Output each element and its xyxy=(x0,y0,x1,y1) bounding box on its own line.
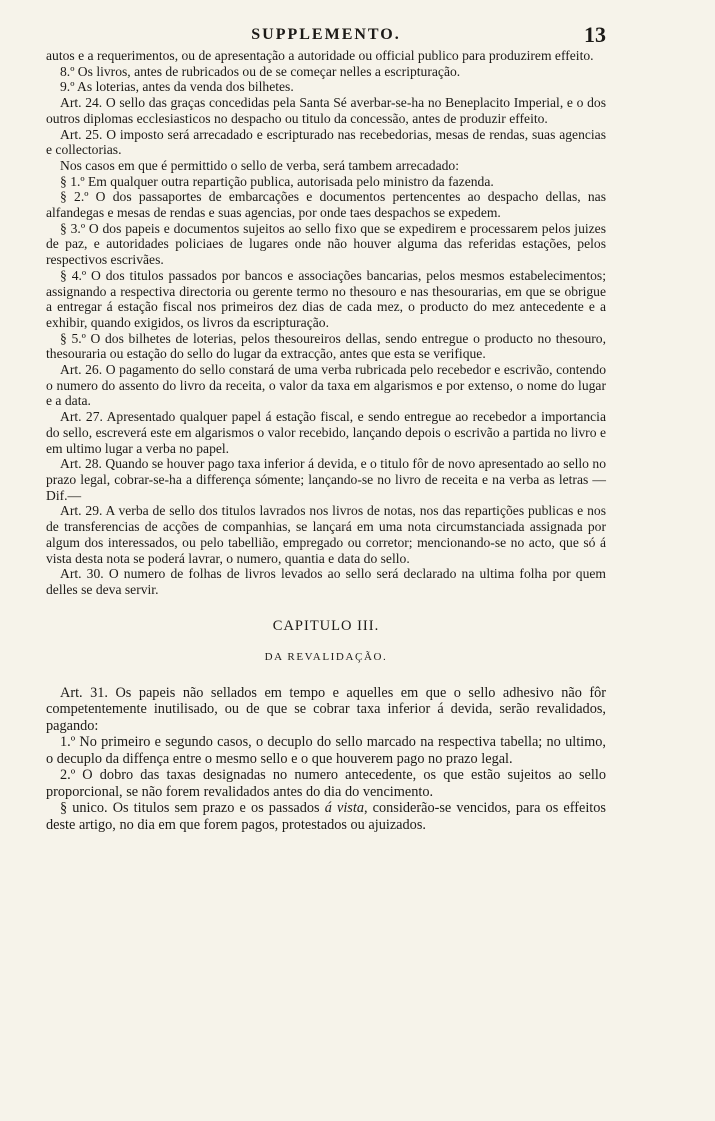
paragraph: § 4.º O dos titulos passados por bancos e associações bancarias, pelos mesmos estabelecimentos; assignando a respectiva directoria ou gerente termo no thesouro e nas thesourarias, em que se obrigue a entregar á estação fiscal nos primeiros dez dias de cada mez, o producto do mez antecedente e a exhibir, quando exigidos, os livros da escripturação. xyxy=(46,267,606,330)
running-head: SUPPLEMENTO. xyxy=(251,26,401,43)
paragraph: § 2.º O dos passaportes de embarcações e documentos pertencentes ao despacho dellas, nas alfandegas e mesas de rendas e suas agencias, por onde taes despachos se expedem. xyxy=(46,189,606,221)
paragraph: Art. 27. Apresentado qualquer papel á estação fiscal, e sendo entregue ao recebedor a importancia do sello, escreverá este em algarismos o valor recebido, lançando depois o escrivão a partida no livro e em ultimo lugar a verba no papel. xyxy=(46,409,606,456)
paragraph: § 1.º Em qualquer outra repartição publica, autorisada pelo ministro da fazenda. xyxy=(60,173,494,189)
paragraph: § 5.º O dos bilhetes de loterias, pelos thesoureiros dellas, sendo entregue o producto no thesouro, thesouraria ou estação do sello do lugar da extracção, antes que esta se verifique. xyxy=(46,330,606,362)
body-text-block-2 xyxy=(46,685,606,834)
paragraph: autos e a requerimentos, ou de apresentação a autoridade ou official publico para produzirem effeito. xyxy=(46,48,594,63)
paragraph: § 3.º O dos papeis e documentos sujeitos ao sello fixo que se expedirem e processarem pelos juizes de paz, e autoridades policiaes de lugares onde não houver alguma das referidas estações, pelos respectivos escrivães. xyxy=(46,220,606,268)
paragraph: 9.º As loterias, antes da venda dos bilhetes. xyxy=(60,79,294,95)
page-header xyxy=(46,18,606,48)
paragraph: Art. 29. A verba de sello dos titulos lavrados nos livros de notas, nos das repartições publicas e nos de transferencias de acções de companhias, se lançará em uma nota circumstanciada assignada por algum dos interessados, ou pelo tabellião, empregado ou corretor; mencionando-se no acto, que só á vista desta nota se poderá lavrar, o numero, quantia e data do sello. xyxy=(46,503,606,566)
section-title: DA REVALIDAÇÃO. xyxy=(264,650,388,663)
paragraph: Art. 28. Quando se houver pago taxa inferior á devida, e o titulo fôr de novo apresentado ao sello no prazo legal, cobrar-se-ha a differença sómente; lançando-se no livro de receita e na verba as letras —Dif.— xyxy=(46,456,606,503)
paragraph: Art. 26. O pagamento do sello constará de uma verba rubricada pelo recebedor e escrivão, contendo o numero do assento do livro da receita, o valor da taxa em algarismos e por extenso, o nome do lugar e a data. xyxy=(46,362,606,409)
page-number: 13 xyxy=(584,22,606,47)
paragraph: 1.º No primeiro e segundo casos, o decuplo do sello marcado na respectiva tabella; no ultimo, o decuplo da diffença entre o mesmo sello e o que houverem pago no prazo legal. xyxy=(46,734,606,767)
chapter-title: CAPITULO III. xyxy=(272,617,380,634)
document-page xyxy=(46,18,606,1103)
paragraph: 2.º O dobro das taxas designadas no numero antecedente, os que estão sujeitos ao sello proporcional, se não forem revalidados antes do dia do vencimento. xyxy=(46,767,606,800)
paragraph: Art. 31. Os papeis não sellados em tempo e aquelles em que o sello adhesivo não fôr competentemente inutilisado, ou de que se cobrar taxa inferior á devida, serão revalidados, pagando: xyxy=(46,684,606,734)
paragraph: Art. 25. O imposto será arrecadado e escripturado nas recebedorias, mesas de rendas, suas agencias e collectorias. xyxy=(46,126,606,158)
body-text-block-1 xyxy=(46,48,606,598)
paragraph: 8.º Os livros, antes de rubricados ou de se começar nelles a escripturação. xyxy=(60,63,461,79)
paragraph: Art. 24. O sello das graças concedidas pela Santa Sé averbar-se-ha no Beneplacito Imperial, e o dos outros diplomas ecclesiasticos no despacho ou titulo da concessão, antes de produzir effeito. xyxy=(46,95,606,126)
paragraph: Art. 30. O numero de folhas de livros levados ao sello será declarado na ultima folha por quem delles se deva servir. xyxy=(46,566,606,597)
last-paragraph xyxy=(46,800,606,833)
last-paragraph-italic: á vista xyxy=(324,800,364,817)
paragraph: Nos casos em que é permittido o sello de verba, será tambem arrecadado: xyxy=(60,157,459,173)
last-paragraph-after: , considerão-se vencidos, para os effeitos deste artigo, no dia em que forem pagos, protestados ou ajuizados. xyxy=(46,800,606,833)
last-paragraph-before: § unico. Os titulos sem prazo e os passados xyxy=(60,800,325,817)
